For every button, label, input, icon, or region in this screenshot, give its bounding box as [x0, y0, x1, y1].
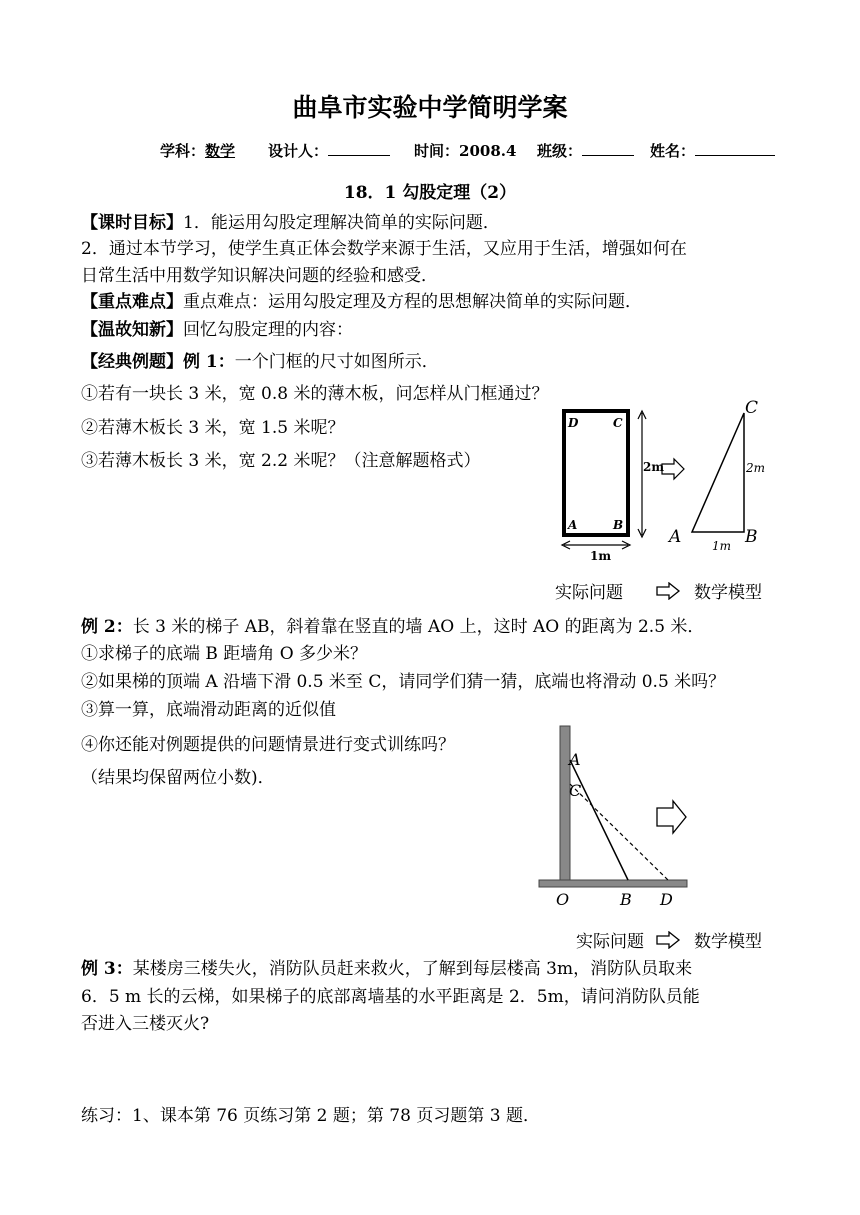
- model-arrow-icon: [662, 459, 684, 479]
- examples-label: 【经典例题】: [81, 352, 183, 372]
- model-arrow-icon: [657, 801, 686, 833]
- slid-ladder-line: [570, 784, 668, 880]
- goals-text-1: 1．能运用勾股定理解决简单的实际问题．: [183, 213, 500, 233]
- ground: [539, 880, 687, 887]
- name-blank: [695, 141, 775, 156]
- review-text: 回忆勾股定理的内容：: [183, 320, 353, 340]
- goals-line-1: [81, 208, 500, 233]
- ladder-label-d: D: [660, 890, 673, 909]
- example2-label: 例 2：: [81, 617, 133, 637]
- door-label-d: D: [568, 416, 579, 430]
- example1-text: 一个门框的尺寸如图所示．: [234, 352, 439, 372]
- review-label: 【温故知新】: [81, 320, 183, 340]
- designer-blank: [328, 141, 390, 156]
- name-field: [650, 140, 775, 161]
- ladder-figure: [535, 722, 695, 917]
- example1-label: 例 1：: [183, 352, 235, 372]
- caption-arrow-icon: [655, 582, 683, 600]
- door-label-b: B: [613, 518, 624, 532]
- example2-caption-right: 数学模型: [694, 932, 762, 952]
- time-field: [414, 140, 516, 161]
- goals-line-3: 日常生活中用数学知识解决问题的经验和感受．: [81, 266, 438, 286]
- caption-arrow-icon: [655, 931, 683, 949]
- door-height-label: 2m: [643, 460, 665, 474]
- subject-value: 数学: [205, 142, 236, 160]
- section-title: 18．1 勾股定理（2）: [343, 183, 517, 203]
- class-field: [537, 140, 634, 161]
- example1-q3: ③若薄木板长 3 米，宽 2.2 米呢？（注意解题格式）: [81, 451, 481, 471]
- example2-q1: ①求梯子的底端 B 距墙角 O 多少米？: [81, 644, 368, 664]
- door-frame-figure: [550, 395, 790, 570]
- class-label: 班级：: [537, 142, 583, 160]
- example2-q3: ③算一算，底端滑动距离的近似值: [81, 700, 336, 720]
- goals-line-2: 2．通过本节学习，使学生真正体会数学来源于生活，又应用于生活，增强如何在: [81, 239, 687, 259]
- example3-line-2: 6．5 m 长的云梯，如果梯子的底部离墙基的水平距离是 2．5m，请问消防队员能: [81, 987, 700, 1007]
- example2-text: 长 3 米的梯子 AB，斜着靠在竖直的墙 AO 上，这时 AO 的距离为 2.5 米．: [132, 617, 705, 637]
- example2-note: （结果均保留两位小数)．: [81, 768, 275, 788]
- door-label-a: A: [568, 518, 578, 532]
- review: [81, 315, 353, 340]
- page-title: 曲阜市实验中学简明学案: [292, 93, 568, 122]
- examples-header: [81, 347, 439, 372]
- example1-caption-left: 实际问题: [555, 583, 623, 603]
- example3-line-1: [81, 954, 692, 979]
- example3-label: 例 3：: [81, 959, 133, 979]
- goals-label: 【课时目标】: [81, 213, 183, 233]
- example3-text-1: 某楼房三楼失火，消防队员赶来救火，了解到每层楼高 3m，消防队员取来: [132, 959, 693, 979]
- time-label: 时间：: [414, 142, 460, 160]
- door-label-c: C: [613, 416, 623, 430]
- example3-line-3: 否进入三楼灭火?: [81, 1014, 210, 1034]
- practice: 练习：1、课本第 76 页练习第 2 题；第 78 页习题第 3 题．: [81, 1106, 540, 1126]
- key-points-text: 重点难点：运用勾股定理及方程的思想解决简单的实际问题．: [183, 292, 642, 312]
- example2-caption-left: 实际问题: [576, 932, 644, 952]
- example2-q2: ②如果梯的顶端 A 沿墙下滑 0.5 米至 C，请同学们猜一猜，底端也将滑动 0.5 米吗？: [81, 672, 726, 692]
- example2-intro: [81, 612, 704, 637]
- subject-label: 学科：: [160, 142, 206, 160]
- example1-caption-right: 数学模型: [694, 583, 762, 603]
- ladder-label-b: B: [620, 890, 632, 909]
- class-blank: [582, 141, 634, 156]
- example2-q4: ④你还能对例题提供的问题情景进行变式训练吗？: [81, 735, 455, 755]
- triangle-label-c: C: [745, 398, 759, 418]
- key-points-label: 【重点难点】: [81, 292, 183, 312]
- designer-label: 设计人：: [268, 142, 329, 160]
- ladder-label-a: A: [569, 750, 581, 769]
- ladder-label-o: O: [556, 890, 570, 909]
- example1-q2: ②若薄木板长 3 米，宽 1.5 米呢？: [81, 418, 345, 438]
- triangle-width-label: 1m: [712, 539, 732, 553]
- designer-field: [268, 140, 390, 161]
- door-width-label: 1m: [590, 549, 612, 563]
- example1-q1: ①若有一块长 3 米，宽 0.8 米的薄木板，问怎样从门框通过？: [81, 384, 549, 404]
- triangle-model: [692, 413, 744, 532]
- key-points: [81, 287, 642, 312]
- name-label: 姓名：: [650, 142, 696, 160]
- time-value: 2008.4: [459, 142, 517, 160]
- triangle-height-label: 2m: [746, 461, 766, 475]
- ladder-label-c: C: [569, 781, 582, 800]
- triangle-label-b: B: [745, 527, 758, 547]
- ladder-line: [570, 760, 628, 880]
- subject-field: [160, 140, 235, 161]
- triangle-label-a: A: [669, 527, 682, 547]
